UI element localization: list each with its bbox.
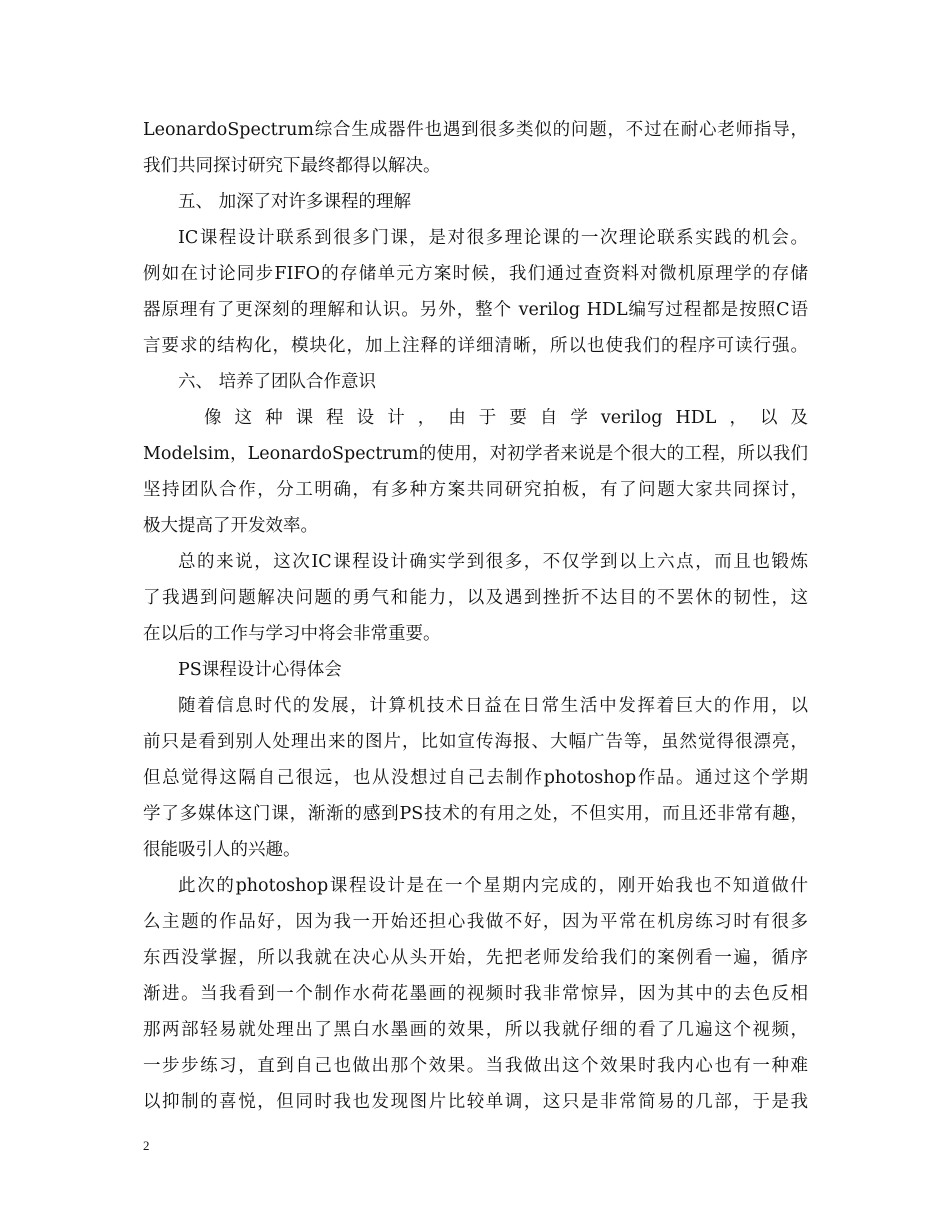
section-heading: 五、 加深了对许多课程的理解	[178, 192, 412, 212]
text-line: 器原理有了更深刻的理解和认识。另外，整个 verilog HDL编写过程都是按照C语	[143, 300, 808, 320]
word: 课	[295, 408, 314, 428]
text-line: 在以后的工作与学习中将会非常重要。	[143, 624, 441, 644]
word: 于	[478, 408, 497, 428]
text-line: 此次的photoshop课程设计是在一个星期内完成的，刚开始我也不知道做什	[178, 876, 808, 896]
word: 以	[759, 408, 778, 428]
word: 设	[356, 408, 375, 428]
text-line: IC课程设计联系到很多门课，是对很多理论课的一次理论联系实践的机会。	[178, 228, 808, 248]
spread-text-line	[204, 400, 808, 436]
text-line: 随着信息时代的发展，计算机技术日益在日常生活中发挥着巨大的作用，以	[178, 696, 808, 716]
word: HDL	[675, 408, 717, 428]
word: 种	[265, 408, 283, 428]
text-line: 渐进。当我看到一个制作水荷花墨画的视频时我非常惊异，因为其中的去色反相	[143, 984, 808, 1004]
text-line: 以抑制的喜悦，但同时我也发现图片比较单调，这只是非常简易的几部，于是我	[143, 1092, 808, 1112]
text-line: 么主题的作品好，因为我一开始还担心我做不好，因为平常在机房练习时有很多	[143, 912, 808, 932]
text-line: 了我遇到问题解决问题的勇气和能力，以及遇到挫折不达目的不罢休的韧性，这	[143, 588, 808, 608]
word: 自	[539, 408, 558, 428]
text-line: 总的来说，这次IC课程设计确实学到很多，不仅学到以上六点，而且也锻炼	[178, 552, 808, 572]
text-line: 学了多媒体这门课，渐渐的感到PS技术的有用之处，不但实用，而且还非常有趣，	[143, 804, 808, 824]
section-title: PS课程设计心得体会	[178, 660, 342, 680]
text-line: 东西没掌握，所以我就在决心从头开始，先把老师发给我们的案例看一遍，循序	[143, 948, 808, 968]
word: 像	[204, 408, 222, 428]
text-line: 前只是看到别人处理出来的图片，比如宣传海报、大幅广告等，虽然觉得很漂亮，	[143, 732, 808, 752]
text-line: 我们共同探讨研究下最终都得以解决。	[143, 156, 441, 176]
text-line: 很能吸引人的兴趣。	[143, 840, 301, 860]
text-line: LeonardoSpectrum综合生成器件也遇到很多类似的问题，不过在耐心老师指导，	[143, 120, 808, 140]
text-line: 坚持团队合作，分工明确，有多种方案共同研究拍板，有了问题大家共同探讨，	[143, 480, 808, 500]
word: 学	[570, 408, 588, 428]
word: 计	[387, 408, 405, 428]
text-line: Modelsim，LeonardoSpectrum的使用，对初学者来说是个很大的工程，所以我们	[143, 444, 808, 464]
word: ，	[729, 408, 747, 428]
word: 要	[509, 408, 527, 428]
word: ，	[417, 408, 436, 428]
word: verilog	[600, 408, 663, 428]
text-line: 一步步练习，直到自己也做出那个效果。当我做出这个效果时我内心也有一种难	[143, 1056, 808, 1076]
text-line: 言要求的结构化，模块化，加上注释的详细清晰，所以也使我们的程序可读行强。	[143, 336, 808, 356]
text-line: 那两部轻易就处理出了黑白水墨画的效果，所以我就仔细的看了几遍这个视频，	[143, 1020, 808, 1040]
text-line: 例如在讨论同步FIFO的存储单元方案时候，我们通过查资料对微机原理学的存储	[143, 264, 808, 284]
section-heading: 六、 培养了团队合作意识	[178, 372, 377, 392]
word: 及	[790, 408, 808, 428]
page-number: 2	[143, 1138, 150, 1153]
word: 程	[326, 408, 344, 428]
word: 这	[234, 408, 253, 428]
word: 由	[448, 408, 466, 428]
text-line: 但总觉得这隔自己很远，也从没想过自己去制作photoshop作品。通过这个学期	[143, 768, 808, 788]
text-line: 极大提高了开发效率。	[143, 516, 318, 536]
